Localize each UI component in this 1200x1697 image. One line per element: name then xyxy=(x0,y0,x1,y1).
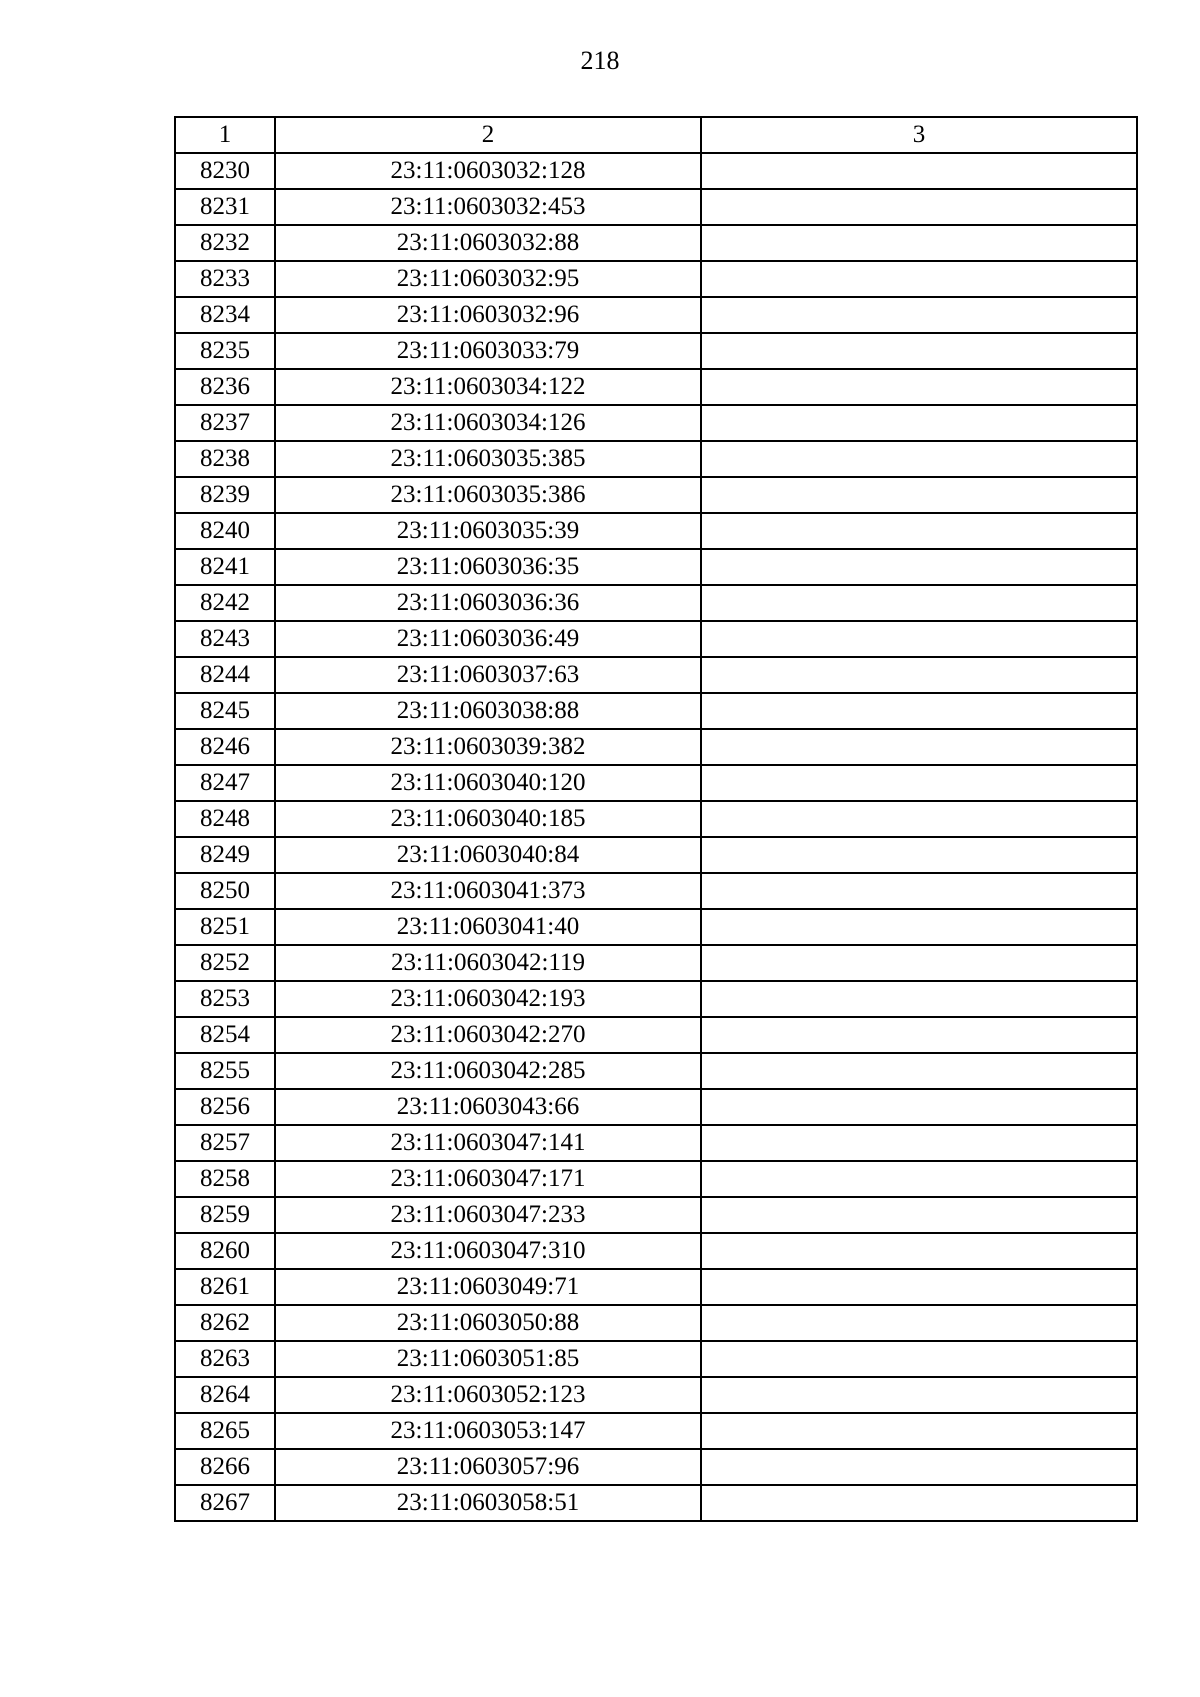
note-cell xyxy=(701,261,1137,297)
table-row xyxy=(175,549,1137,585)
note-cell xyxy=(701,981,1137,1017)
row-number-cell: 8239 xyxy=(175,477,275,513)
note-cell xyxy=(701,1161,1137,1197)
row-number-cell: 8261 xyxy=(175,1269,275,1305)
note-cell xyxy=(701,1305,1137,1341)
table-row xyxy=(175,369,1137,405)
table-row xyxy=(175,513,1137,549)
table-row xyxy=(175,873,1137,909)
table-row xyxy=(175,1341,1137,1377)
note-cell xyxy=(701,1017,1137,1053)
note-cell xyxy=(701,837,1137,873)
row-number-cell: 8241 xyxy=(175,549,275,585)
note-cell xyxy=(701,693,1137,729)
row-number-cell: 8252 xyxy=(175,945,275,981)
table-row xyxy=(175,765,1137,801)
column-header-2: 2 xyxy=(275,117,701,153)
table-row xyxy=(175,1197,1137,1233)
table-row xyxy=(175,837,1137,873)
cadastral-number-cell: 23:11:0603051:85 xyxy=(275,1341,701,1377)
row-number-cell: 8258 xyxy=(175,1161,275,1197)
cadastral-number-cell: 23:11:0603035:39 xyxy=(275,513,701,549)
row-number-cell: 8255 xyxy=(175,1053,275,1089)
column-header-1: 1 xyxy=(175,117,275,153)
row-number-cell: 8257 xyxy=(175,1125,275,1161)
cadastral-number-cell: 23:11:0603034:122 xyxy=(275,369,701,405)
note-cell xyxy=(701,477,1137,513)
cadastral-number-cell: 23:11:0603040:84 xyxy=(275,837,701,873)
table-row xyxy=(175,1233,1137,1269)
row-number-cell: 8230 xyxy=(175,153,275,189)
table-row xyxy=(175,441,1137,477)
row-number-cell: 8237 xyxy=(175,405,275,441)
table-row xyxy=(175,153,1137,189)
note-cell xyxy=(701,1089,1137,1125)
note-cell xyxy=(701,1377,1137,1413)
table-row xyxy=(175,405,1137,441)
note-cell xyxy=(701,405,1137,441)
cadastral-number-cell: 23:11:0603036:36 xyxy=(275,585,701,621)
table-row xyxy=(175,585,1137,621)
cadastral-number-cell: 23:11:0603032:95 xyxy=(275,261,701,297)
table-row xyxy=(175,981,1137,1017)
cadastral-number-cell: 23:11:0603041:373 xyxy=(275,873,701,909)
row-number-cell: 8233 xyxy=(175,261,275,297)
note-cell xyxy=(701,1053,1137,1089)
row-number-cell: 8232 xyxy=(175,225,275,261)
cadastral-number-cell: 23:11:0603032:96 xyxy=(275,297,701,333)
cadastral-number-cell: 23:11:0603042:119 xyxy=(275,945,701,981)
cadastral-number-cell: 23:11:0603036:35 xyxy=(275,549,701,585)
cadastral-number-cell: 23:11:0603039:382 xyxy=(275,729,701,765)
row-number-cell: 8235 xyxy=(175,333,275,369)
table-row xyxy=(175,297,1137,333)
table-row xyxy=(175,333,1137,369)
row-number-cell: 8244 xyxy=(175,657,275,693)
note-cell xyxy=(701,1413,1137,1449)
table-row xyxy=(175,693,1137,729)
row-number-cell: 8249 xyxy=(175,837,275,873)
note-cell xyxy=(701,945,1137,981)
cadastral-number-cell: 23:11:0603035:385 xyxy=(275,441,701,477)
cadastral-number-cell: 23:11:0603047:310 xyxy=(275,1233,701,1269)
note-cell xyxy=(701,297,1137,333)
note-cell xyxy=(701,909,1137,945)
note-cell xyxy=(701,1341,1137,1377)
note-cell xyxy=(701,1125,1137,1161)
table-row xyxy=(175,1053,1137,1089)
row-number-cell: 8243 xyxy=(175,621,275,657)
table-row xyxy=(175,1269,1137,1305)
cadastral-number-cell: 23:11:0603041:40 xyxy=(275,909,701,945)
row-number-cell: 8242 xyxy=(175,585,275,621)
table-header xyxy=(175,117,1137,153)
table-body xyxy=(175,153,1137,1521)
row-number-cell: 8238 xyxy=(175,441,275,477)
note-cell xyxy=(701,765,1137,801)
cadastral-number-cell: 23:11:0603043:66 xyxy=(275,1089,701,1125)
table-row xyxy=(175,189,1137,225)
row-number-cell: 8267 xyxy=(175,1485,275,1521)
table-row xyxy=(175,1089,1137,1125)
cadastral-number-cell: 23:11:0603042:193 xyxy=(275,981,701,1017)
row-number-cell: 8266 xyxy=(175,1449,275,1485)
note-cell xyxy=(701,873,1137,909)
page-number: 218 xyxy=(580,46,620,75)
header-row xyxy=(175,117,1137,153)
cadastral-table xyxy=(174,116,1138,1522)
row-number-cell: 8262 xyxy=(175,1305,275,1341)
table-row xyxy=(175,261,1137,297)
table-row xyxy=(175,1125,1137,1161)
note-cell xyxy=(701,333,1137,369)
cadastral-number-cell: 23:11:0603050:88 xyxy=(275,1305,701,1341)
cadastral-number-cell: 23:11:0603035:386 xyxy=(275,477,701,513)
cadastral-number-cell: 23:11:0603034:126 xyxy=(275,405,701,441)
table-row xyxy=(175,657,1137,693)
cadastral-number-cell: 23:11:0603053:147 xyxy=(275,1413,701,1449)
cadastral-number-cell: 23:11:0603042:285 xyxy=(275,1053,701,1089)
row-number-cell: 8259 xyxy=(175,1197,275,1233)
cadastral-number-cell: 23:11:0603032:128 xyxy=(275,153,701,189)
row-number-cell: 8260 xyxy=(175,1233,275,1269)
note-cell xyxy=(701,369,1137,405)
cadastral-number-cell: 23:11:0603042:270 xyxy=(275,1017,701,1053)
row-number-cell: 8251 xyxy=(175,909,275,945)
row-number-cell: 8234 xyxy=(175,297,275,333)
note-cell xyxy=(701,1197,1137,1233)
note-cell xyxy=(701,621,1137,657)
cadastral-number-cell: 23:11:0603058:51 xyxy=(275,1485,701,1521)
table-row xyxy=(175,1305,1137,1341)
table-row xyxy=(175,225,1137,261)
row-number-cell: 8264 xyxy=(175,1377,275,1413)
note-cell xyxy=(701,153,1137,189)
row-number-cell: 8265 xyxy=(175,1413,275,1449)
row-number-cell: 8236 xyxy=(175,369,275,405)
table-row xyxy=(175,1017,1137,1053)
note-cell xyxy=(701,513,1137,549)
cadastral-number-cell: 23:11:0603036:49 xyxy=(275,621,701,657)
row-number-cell: 8248 xyxy=(175,801,275,837)
cadastral-number-cell: 23:11:0603040:185 xyxy=(275,801,701,837)
table-row xyxy=(175,801,1137,837)
table-row xyxy=(175,1413,1137,1449)
row-number-cell: 8245 xyxy=(175,693,275,729)
table-row xyxy=(175,1485,1137,1521)
cadastral-number-cell: 23:11:0603032:88 xyxy=(275,225,701,261)
cadastral-number-cell: 23:11:0603037:63 xyxy=(275,657,701,693)
note-cell xyxy=(701,1449,1137,1485)
cadastral-number-cell: 23:11:0603049:71 xyxy=(275,1269,701,1305)
note-cell xyxy=(701,1485,1137,1521)
cadastral-number-cell: 23:11:0603047:233 xyxy=(275,1197,701,1233)
cadastral-number-cell: 23:11:0603047:141 xyxy=(275,1125,701,1161)
row-number-cell: 8247 xyxy=(175,765,275,801)
table-row xyxy=(175,1377,1137,1413)
table-row xyxy=(175,909,1137,945)
cadastral-number-cell: 23:11:0603052:123 xyxy=(275,1377,701,1413)
table-row xyxy=(175,945,1137,981)
cadastral-number-cell: 23:11:0603057:96 xyxy=(275,1449,701,1485)
table-row xyxy=(175,1449,1137,1485)
note-cell xyxy=(701,1233,1137,1269)
cadastral-number-cell: 23:11:0603038:88 xyxy=(275,693,701,729)
row-number-cell: 8246 xyxy=(175,729,275,765)
row-number-cell: 8256 xyxy=(175,1089,275,1125)
row-number-cell: 8263 xyxy=(175,1341,275,1377)
table-row xyxy=(175,477,1137,513)
row-number-cell: 8250 xyxy=(175,873,275,909)
cadastral-number-cell: 23:11:0603040:120 xyxy=(275,765,701,801)
note-cell xyxy=(701,657,1137,693)
note-cell xyxy=(701,549,1137,585)
row-number-cell: 8231 xyxy=(175,189,275,225)
cadastral-number-cell: 23:11:0603033:79 xyxy=(275,333,701,369)
note-cell xyxy=(701,225,1137,261)
note-cell xyxy=(701,441,1137,477)
row-number-cell: 8253 xyxy=(175,981,275,1017)
note-cell xyxy=(701,801,1137,837)
column-header-3: 3 xyxy=(701,117,1137,153)
note-cell xyxy=(701,585,1137,621)
table-row xyxy=(175,621,1137,657)
row-number-cell: 8254 xyxy=(175,1017,275,1053)
note-cell xyxy=(701,1269,1137,1305)
table-row xyxy=(175,1161,1137,1197)
note-cell xyxy=(701,189,1137,225)
cadastral-number-cell: 23:11:0603032:453 xyxy=(275,189,701,225)
note-cell xyxy=(701,729,1137,765)
cadastral-number-cell: 23:11:0603047:171 xyxy=(275,1161,701,1197)
table-row xyxy=(175,729,1137,765)
row-number-cell: 8240 xyxy=(175,513,275,549)
